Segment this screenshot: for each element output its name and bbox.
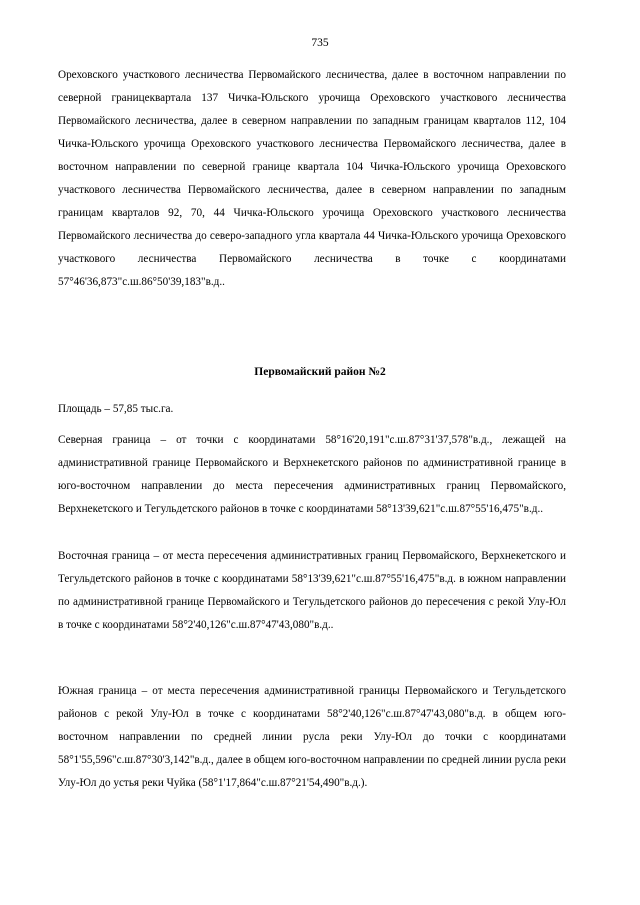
north-border-paragraph: Северная граница – от точки с координатами 58°16'20,191"с.ш.87°31'37,578"в.д., лежащей на административной границе Первомайского и Верхнекетского районов по административной границе в юго-восточном направлении до места пересечения административных границ Первомайского, Верхнекетского и Тегульдетского районов в точке с координатами 58°13'39,621"с.ш.87°55'16,475"в.д.. [58,434,566,515]
intro-paragraph: Ореховского участкового лесничества Первомайского лесничества, далее в восточном направлении по северной границеквартала 137 Чичка-Юльского урочища Ореховского участкового лесничества Первомайского лесничества, далее в северном направлении по западным границам кварталов 112, 104 Чичка-Юльского урочища Ореховского участкового лесничества Первомайского лесничества, далее в восточном направлении по северной границе квартала 104 Чичка-Юльского урочища Ореховского участкового лесничества Первомайского лесничества, далее в северном направлении по западным границам кварталов 92, 70, 44 Чичка-Юльского урочища Ореховского участкового лесничества Первомайского лесничества до северо-западного угла квартала 44 Чичка-Юльского урочища Ореховского участкового лесничества Первомайского лесничества в точке с координатами 57°46'36,873"с.ш.86°50'39,183"в.д.. [58,69,566,288]
area-paragraph: Площадь – 57,85 тыс.га. [58,403,174,415]
south-border-paragraph: Южная граница – от места пересечения административной границы Первомайского и Тегульдетского районов с рекой Улу-Юл в точке с координатами 58°2'40,126"с.ш.87°47'43,080"в.д. в общем юго-восточном направлении по средней линии русла реки Улу-Юл до точки с координатами 58°1'55,596"с.ш.87°30'3,142"в.д., далее в общем юго-восточном направлении по средней линии русла реки Улу-Юл до устья реки Чуйка (58°1'17,864"с.ш.87°21'54,490"в.д.). [58,685,567,789]
east-border-paragraph: Восточная граница – от места пересечения административных границ Первомайского, Верхнекетского и Тегульдетского районов в точке с координатами 58°13'39,621"с.ш.87°55'16,475"в.д. в южном направлении по административной границе Первомайского и Тегульдетского районов до пересечения с рекой Улу-Юл в точке с координатами 58°2'40,126"с.ш.87°47'43,080"в.д.. [58,550,566,631]
page-number: 735 [311,37,329,49]
section-heading: Первомайский район №2 [254,366,386,378]
